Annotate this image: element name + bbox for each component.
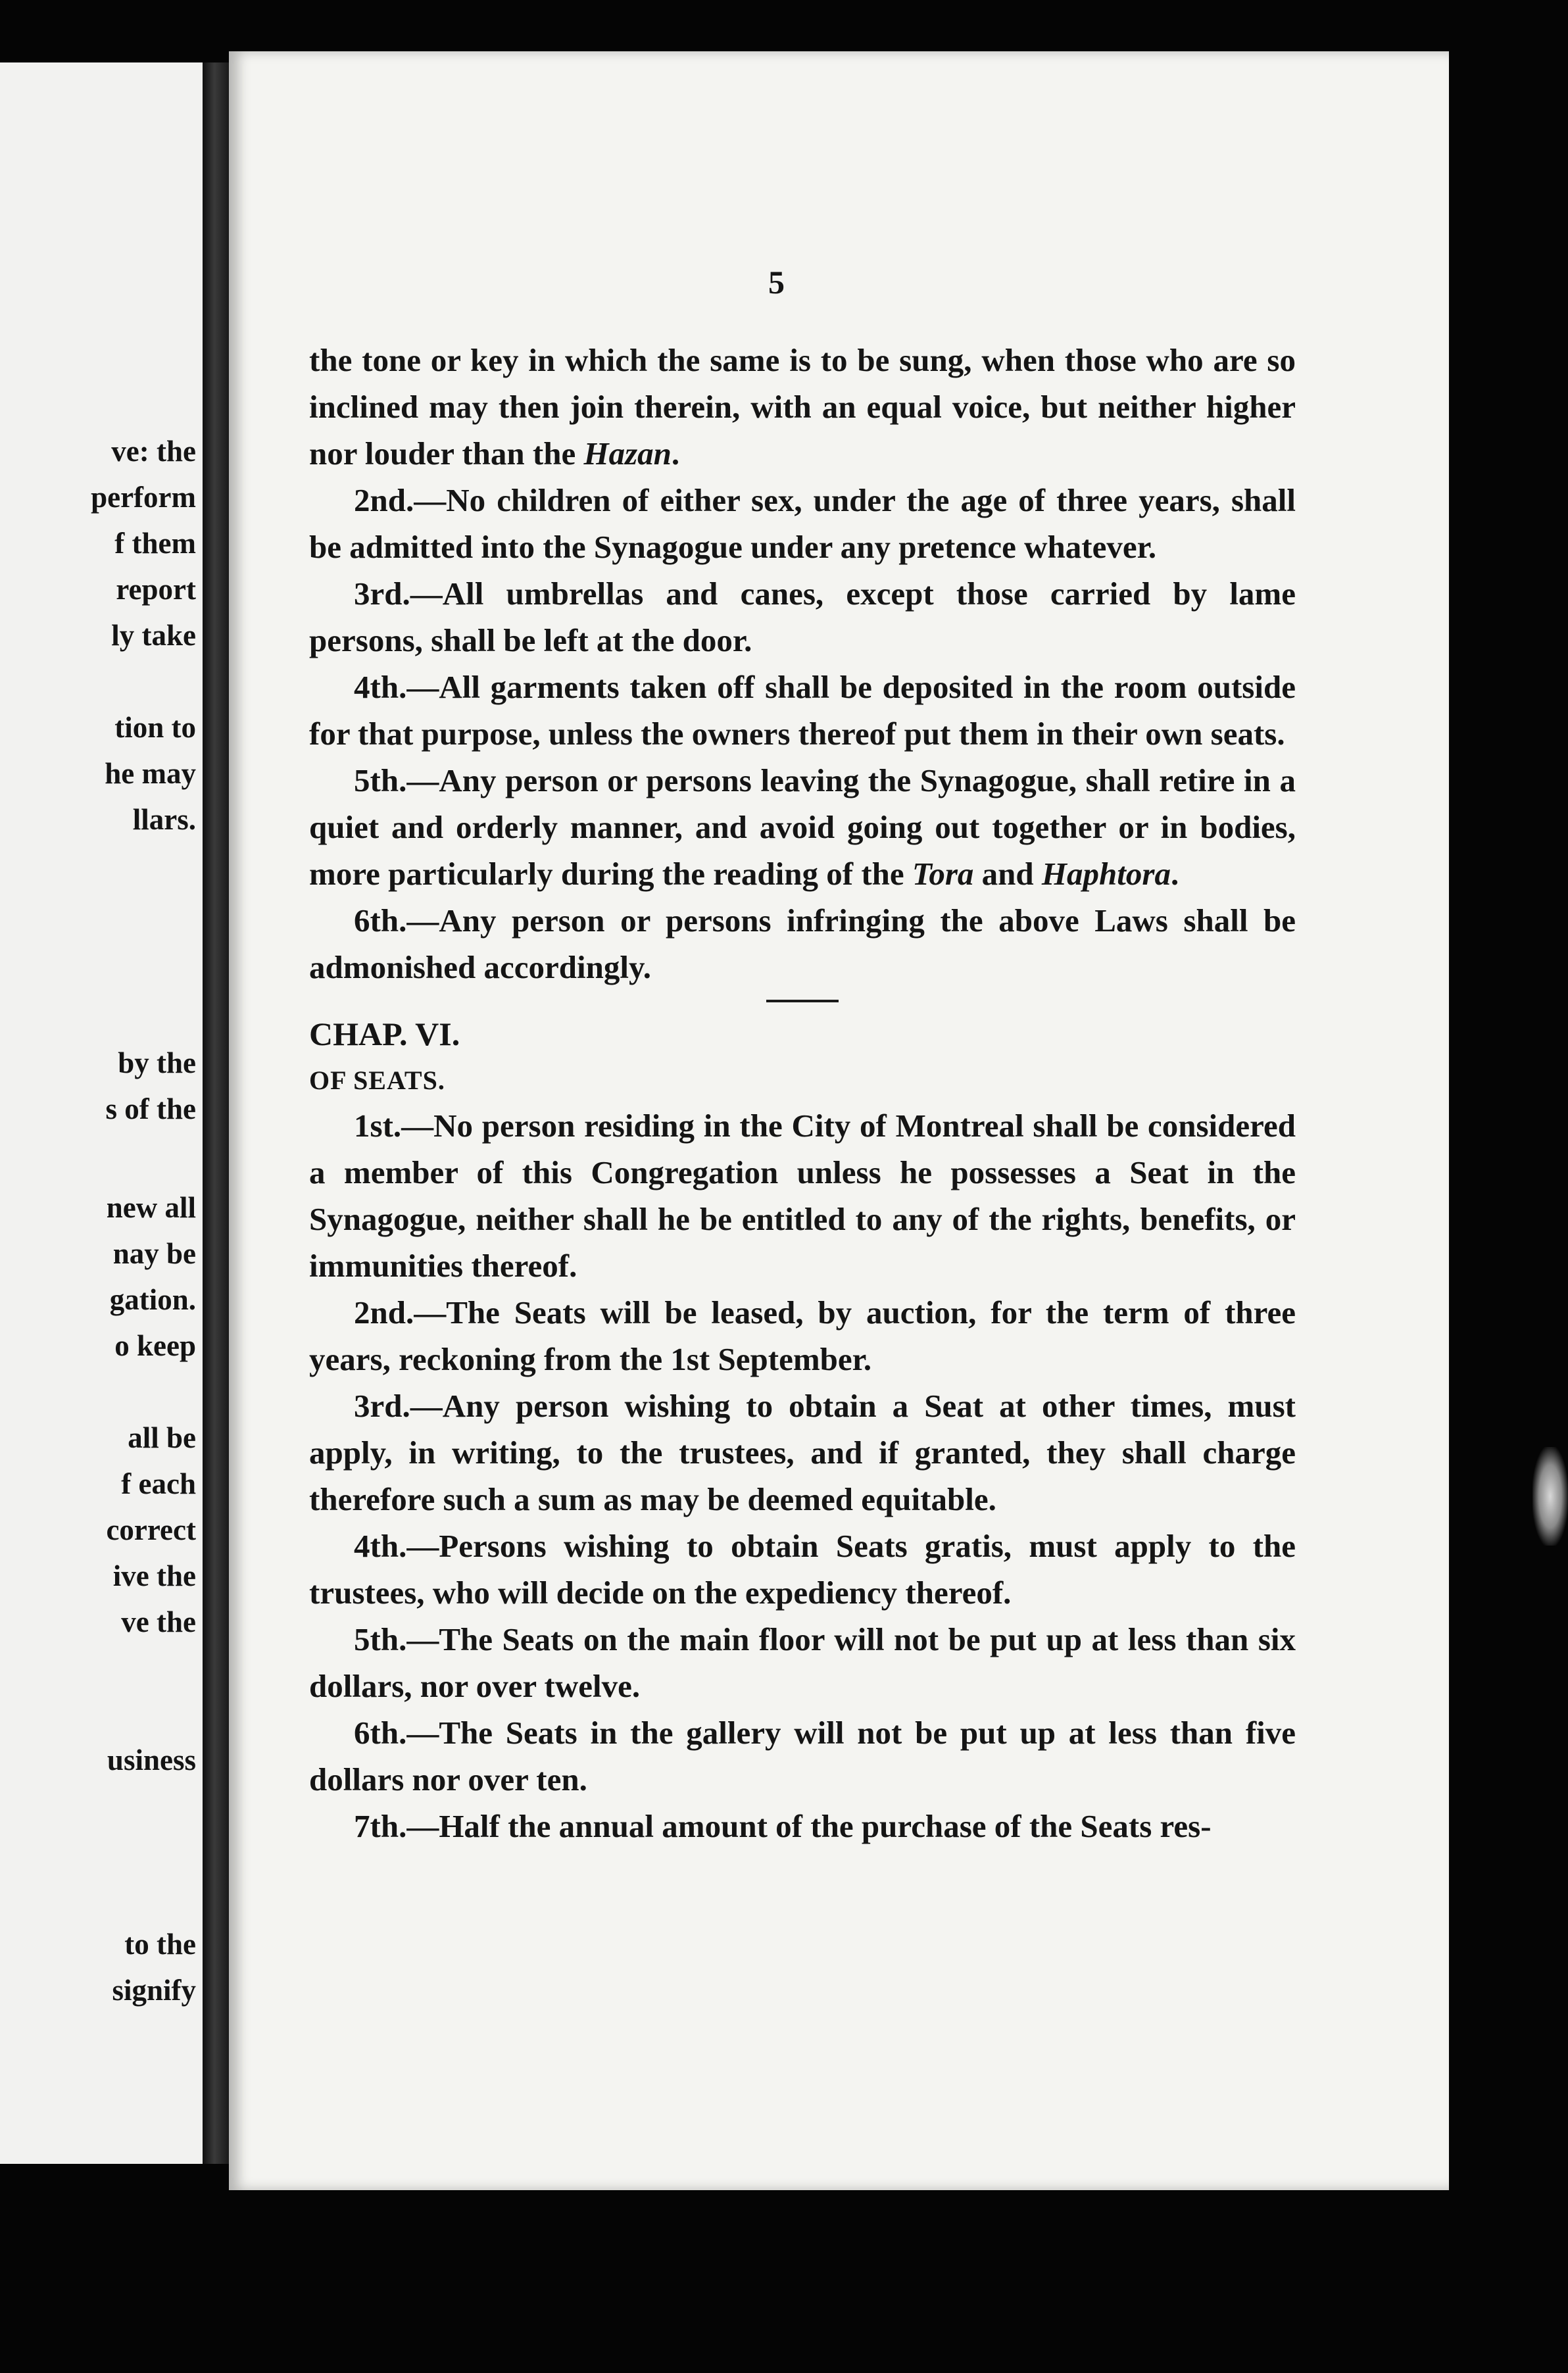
left-line: o keep — [114, 1329, 196, 1362]
left-line: ve: the — [111, 435, 196, 468]
left-line: ve the — [121, 1605, 196, 1638]
paragraph-text: and — [973, 856, 1042, 892]
seat-rule-1st: 1st.—No person residing in the City of Montreal shall be considered a member of this Congregation unless he possesses a Seat in the Synagogue, neither shall he be entitled to any of the rights, benefits, or immunities thereof. — [309, 1108, 1296, 1284]
seat-rule-7th: 7th.—Half the annual amount of the purchase of the Seats res- — [354, 1808, 1212, 1844]
rule-5th — [309, 757, 1296, 897]
left-line: llars. — [132, 803, 196, 836]
italic-term: Tora — [912, 856, 974, 892]
section-title: OF SEATS. — [309, 1065, 445, 1095]
rule-6th: 6th.—Any person or persons infringing the above Laws shall be admonished accordingly. — [309, 902, 1296, 985]
left-line: correct — [106, 1513, 196, 1546]
left-line: s of the — [105, 1092, 196, 1125]
italic-term: Haphtora — [1041, 856, 1171, 892]
paragraph-text: . — [671, 435, 680, 472]
left-line: perform — [91, 481, 196, 514]
left-line: f them — [114, 527, 196, 560]
left-line: all be — [128, 1421, 196, 1454]
left-line: gation. — [109, 1283, 196, 1316]
paragraph-text: . — [1170, 856, 1179, 892]
left-line: ive the — [112, 1559, 196, 1592]
seat-rule-2nd: 2nd.—The Seats will be leased, by auction, for the term of three years, reckoning from the 1st September. — [309, 1294, 1296, 1377]
book-gutter — [203, 62, 229, 2164]
scan-artifact — [1532, 1447, 1568, 1546]
page-number: 5 — [768, 264, 785, 301]
left-line: by the — [118, 1046, 196, 1079]
seat-rule-6th: 6th.—The Seats in the gallery will not be put up at less than five dollars nor over ten. — [309, 1715, 1296, 1798]
rule-3rd: 3rd.—All umbrellas and canes, except those carried by lame persons, shall be left at the door. — [309, 575, 1296, 658]
page-body — [309, 337, 1296, 1849]
seat-rule-3rd: 3rd.—Any person wishing to obtain a Seat at other times, must apply, in writing, to the trustees, and if granted, they shall charge therefore such a sum as may be deemed equitable. — [309, 1388, 1296, 1517]
left-line: report — [116, 573, 196, 606]
left-line: to the — [124, 1928, 196, 1961]
left-line: nay be — [112, 1237, 196, 1270]
left-line: signify — [112, 1974, 196, 2007]
seat-rule-5th: 5th.—The Seats on the main floor will not be put up at less than six dollars, nor over twelve. — [309, 1621, 1296, 1704]
previous-page-fragment — [0, 62, 203, 2164]
section-divider — [766, 1000, 839, 1002]
left-line: usiness — [107, 1744, 196, 1776]
chapter-title: CHAP. VI. — [309, 1015, 460, 1052]
paragraph-continued — [309, 337, 1296, 477]
left-line: he may — [105, 757, 196, 790]
paragraph-text: the tone or key in which the same is to be sung, when those who are so inclined may then join therein, with an equal voice, but neither higher nor louder than the — [309, 342, 1296, 472]
left-line: new all — [106, 1191, 196, 1224]
left-line: f each — [121, 1467, 196, 1500]
left-line: ly take — [111, 619, 196, 652]
italic-term: Hazan — [583, 435, 672, 472]
left-line: tion to — [114, 711, 196, 744]
rule-2nd: 2nd.—No children of either sex, under the age of three years, shall be admitted into the Synagogue under any pretence whatever. — [309, 482, 1296, 565]
seat-rule-4th: 4th.—Persons wishing to obtain Seats gratis, must apply to the trustees, who will decide on the expediency thereof. — [309, 1528, 1296, 1611]
rule-4th: 4th.—All garments taken off shall be deposited in the room outside for that purpose, unless the owners thereof put them in their own seats. — [309, 669, 1296, 752]
paragraph-text: 5th.—Any person or persons leaving the Synagogue, shall retire in a quiet and orderly manner, and avoid going out together or in bodies, more particularly during the reading of the — [309, 762, 1296, 892]
